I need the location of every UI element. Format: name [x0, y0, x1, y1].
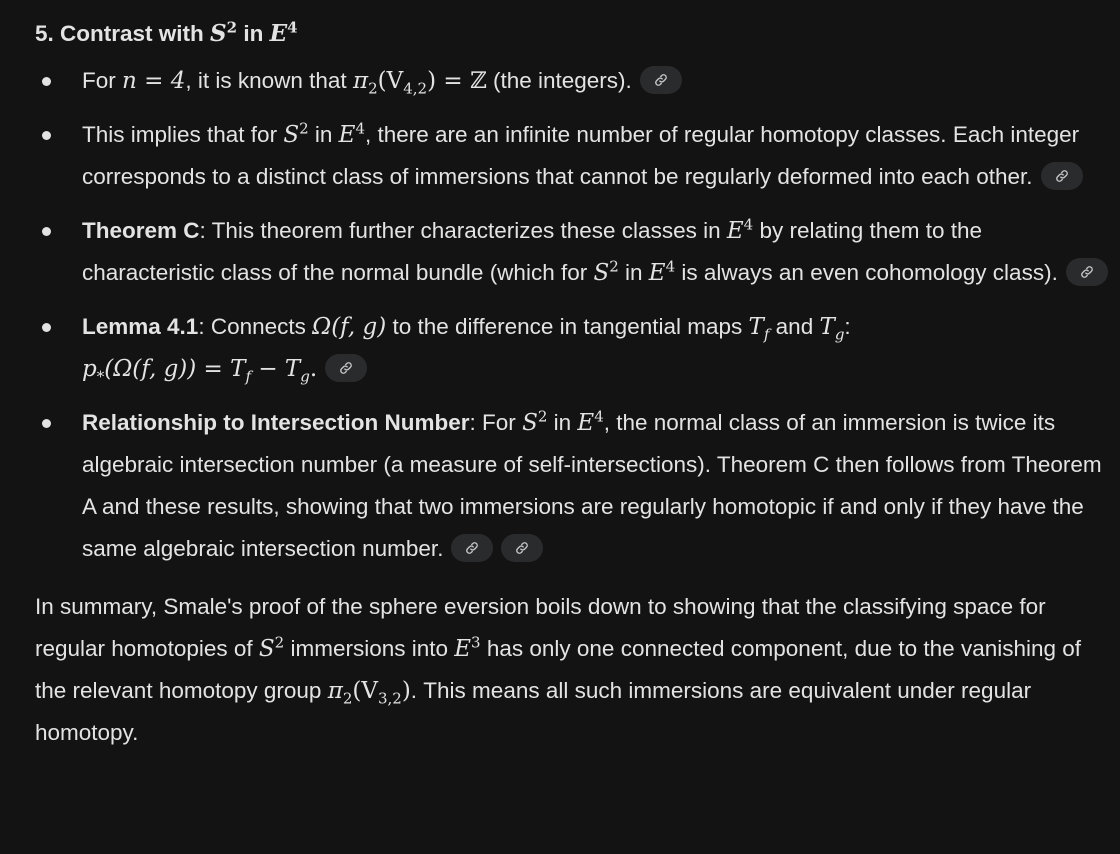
math-s2: $S^2$: [283, 119, 309, 148]
math-e4: $E^4$: [648, 257, 676, 286]
bullet-item: Lemma 4.1: Connects Ω(f, g) to the difference in tangential maps $T_f$ and $T_g$: $p_*(\Omega(f$, $g)) = T_f - T_g$.: [35, 306, 1110, 390]
source-link-chip[interactable]: [1066, 258, 1108, 286]
math-s2: $S^2$: [210, 18, 238, 47]
bullet-list: [35, 60, 1110, 570]
section-heading: 5. Contrast with $S^2$ in $E^4$: [35, 18, 298, 47]
source-link-chip[interactable]: [501, 534, 543, 562]
math-s2: $S^2$: [522, 407, 548, 436]
math-e3: $E^3$: [454, 633, 481, 662]
source-link-chip[interactable]: [451, 534, 493, 562]
math-e4: $E^4$: [269, 18, 298, 47]
bullet-item: Relationship to Intersection Number: For $S^2$ in $E^4$, the normal class of an immersion is twice its algebraic intersection number (a measure of self-intersections). Theorem C then follows from Theorem A and these results, showing that two immersions are regularly homotopic if and only if they have the same algebraic intersection number.: [35, 402, 1110, 570]
math-pi2-v42: $\pi_2(V_{4,2})$ = ℤ: [352, 68, 487, 98]
link-icon: [654, 73, 668, 87]
source-link-chip[interactable]: [640, 66, 682, 94]
bullet-item: For n = 4, it is known that $\pi_2(V_{4,2})$ = ℤ (the integers).: [35, 60, 1110, 102]
math-e4: $E^4$: [726, 215, 754, 244]
link-icon: [515, 541, 529, 555]
source-link-chip[interactable]: [325, 354, 367, 382]
bullet-lead: Lemma 4.1: [82, 314, 199, 339]
link-icon: [1055, 169, 1069, 183]
link-icon: [339, 361, 353, 375]
math-tf: $T_f$: [748, 314, 770, 344]
math-s2: $S^2$: [593, 257, 619, 286]
bullet-lead: Relationship to Intersection Number: [82, 410, 470, 435]
math-e4: $E^4$: [577, 407, 604, 436]
math-lemma-equation: $p_*(\Omega(f$, $g)) = T_f - T_g$.: [82, 356, 318, 386]
math-pi2-v32: $\pi_2(V_{3,2})$: [327, 678, 411, 708]
link-icon: [465, 541, 479, 555]
bullet-lead: Theorem C: [82, 218, 200, 243]
bullet-item: Theorem C: This theorem further characterizes these classes in $E^4$ by relating them to the characteristic class of the normal bundle (which for $S^2$ in $E^4$ is always an even cohomology class).: [35, 210, 1110, 294]
math-n-equals-4: n = 4: [122, 68, 186, 94]
math-e4: $E^4$: [338, 119, 365, 148]
response-content: [35, 14, 1110, 754]
source-link-chip[interactable]: [1041, 162, 1083, 190]
math-s2: $S^2$: [258, 633, 285, 662]
summary-paragraph: In summary, Smale's proof of the sphere eversion boils down to showing that the classifying space for regular homotopies of $S^2$ immersions into $E^3$ has only one connected component, due to the vanishing of the relevant homotopy group $\pi_2(V_{3,2})$. This means all such immersions are equivalent under regular homotopy.: [35, 594, 1082, 745]
bullet-item: This implies that for $S^2$ in $E^4$, there are an infinite number of regular homotopy classes. Each integer corresponds to a distinct class of immersions that cannot be regularly deformed into each other.: [35, 114, 1110, 198]
math-tg: $T_g$: [819, 314, 845, 344]
link-icon: [1080, 265, 1094, 279]
math-omega-fg: Ω(f, g): [312, 314, 387, 340]
